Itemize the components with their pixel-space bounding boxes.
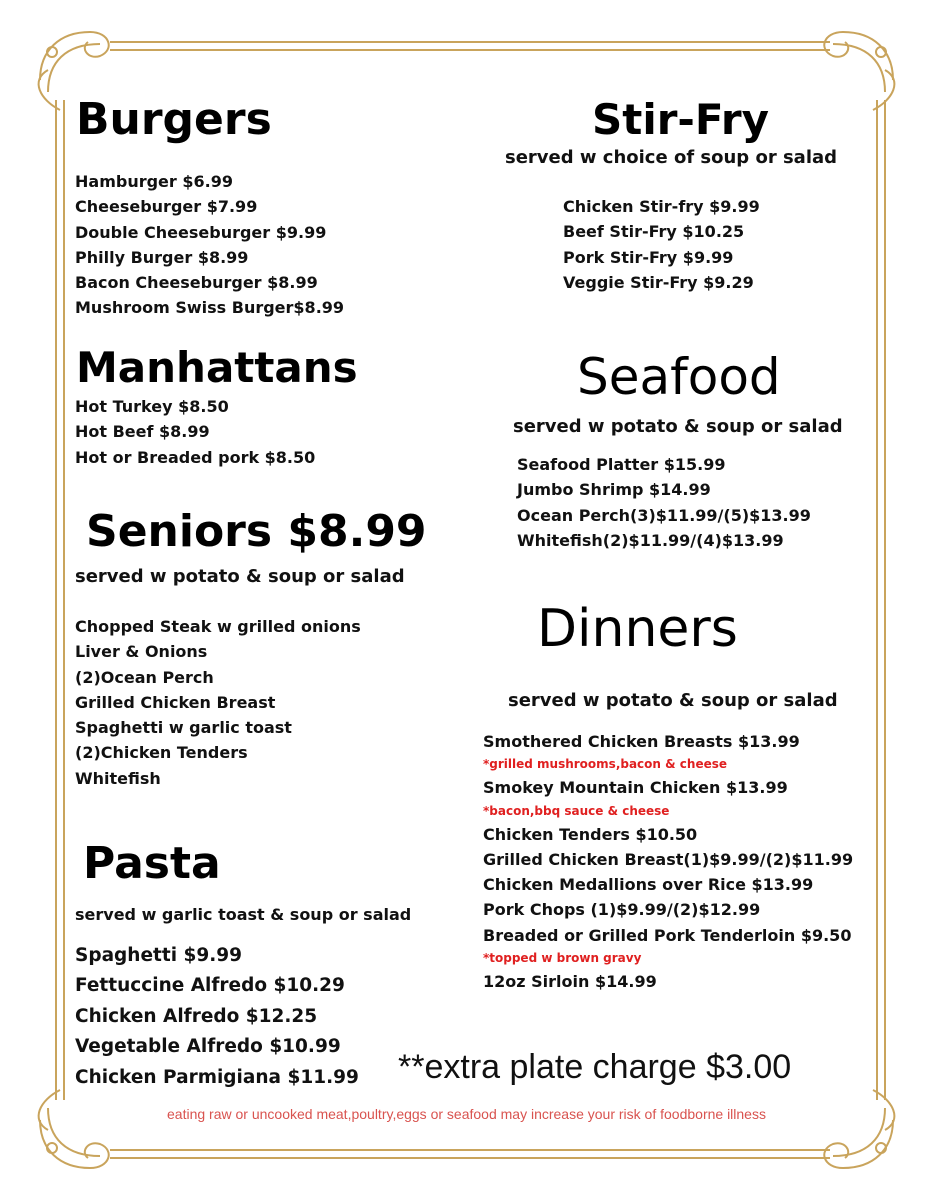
seniors-list: [75, 614, 361, 791]
item-note: *grilled mushrooms,bacon & cheese: [483, 757, 727, 772]
menu-item: Hamburger $6.99: [75, 172, 233, 191]
menu-item: Liver & Onions: [75, 642, 208, 662]
menu-item: Jumbo Shrimp $14.99: [517, 480, 711, 500]
item-note: *bacon,bbq sauce & cheese: [483, 803, 670, 818]
menu-item: (2)Chicken Tenders: [75, 743, 248, 763]
dinners-title: Dinners: [537, 599, 738, 659]
disclaimer-text: eating raw or uncooked meat,poultry,eggs or seafood may increase your risk of foodborne illness: [167, 1106, 766, 1122]
menu-item: Ocean Perch(3)$11.99/(5)$13.99: [517, 505, 811, 525]
extra-plate-charge-text: **extra plate charge $3.00: [398, 1048, 792, 1086]
dinners-section: [537, 599, 738, 659]
menu-item: Pork Chops (1)$9.99/(2)$12.99: [483, 900, 761, 920]
menu-item: Smothered Chicken Breasts $13.99: [483, 732, 800, 751]
menu-item: Bacon Cheeseburger $8.99: [75, 273, 318, 293]
pasta-section: [83, 838, 221, 889]
stirfry-section: [592, 95, 769, 144]
seniors-subtitle: [75, 568, 405, 586]
stirfry-subtitle: [505, 149, 837, 167]
menu-item: Chicken Parmigiana $11.99: [75, 1066, 359, 1088]
section-subtitle: served w potato & soup or salad: [513, 416, 843, 437]
menu-item: Beef Stir-Fry $10.25: [563, 222, 745, 242]
menu-item: Hot Beef $8.99: [75, 422, 210, 442]
pasta-subtitle: [75, 907, 411, 923]
seafood-title: Seafood: [577, 348, 781, 406]
menu-item: Chicken Medallions over Rice $13.99: [483, 875, 814, 895]
menu-item: Spaghetti $9.99: [75, 945, 242, 966]
menu-item: Chicken Alfredo $12.25: [75, 1005, 318, 1027]
menu-item: Chopped Steak w grilled onions: [75, 617, 361, 636]
seniors-title: Seniors $8.99: [86, 506, 427, 557]
section-subtitle: served w potato & soup or salad: [75, 566, 405, 587]
menu-item: Double Cheeseburger $9.99: [75, 222, 327, 242]
seafood-subtitle: [513, 418, 843, 436]
stirfry-list: [563, 194, 760, 295]
dinners-list: [483, 729, 853, 994]
menu-item: Seafood Platter $15.99: [517, 455, 726, 474]
menu-item: Grilled Chicken Breast: [75, 692, 276, 712]
menu-item: Breaded or Grilled Pork Tenderloin $9.50: [483, 925, 852, 945]
menu-item: Whitefish(2)$11.99/(4)$13.99: [517, 530, 784, 550]
stirfry-title: Stir-Fry: [592, 95, 769, 144]
seafood-list: [517, 452, 811, 553]
menu-item: Spaghetti w garlic toast: [75, 718, 292, 738]
menu-item: Fettuccine Alfredo $10.29: [75, 975, 345, 997]
seafood-section: [577, 348, 781, 406]
extra-plate-charge: [398, 1050, 791, 1084]
burgers-title: Burgers: [76, 94, 272, 145]
menu-item: Veggie Stir-Fry $9.29: [563, 272, 754, 292]
section-subtitle: served w potato & soup or salad: [508, 690, 838, 711]
menu-item: Philly Burger $8.99: [75, 247, 249, 267]
pasta-title: Pasta: [83, 838, 221, 889]
section-subtitle: served w choice of soup or salad: [505, 147, 838, 168]
menu-item: (2)Ocean Perch: [75, 667, 214, 687]
menu-item: Vegetable Alfredo $10.99: [75, 1036, 341, 1058]
menu-item: Pork Stir-Fry $9.99: [563, 247, 734, 267]
menu-item: Hot Turkey $8.50: [75, 397, 229, 416]
menu-item: Chicken Tenders $10.50: [483, 824, 698, 844]
menu-item: Smokey Mountain Chicken $13.99: [483, 778, 788, 798]
menu-item: Chicken Stir-fry $9.99: [563, 197, 760, 216]
foodborne-disclaimer: [0, 1106, 933, 1122]
burgers-list: [75, 169, 344, 321]
manhattans-title: Manhattans: [76, 343, 358, 392]
menu-item: Mushroom Swiss Burger$8.99: [75, 298, 345, 318]
dinners-subtitle: [508, 692, 838, 710]
menu-item: Cheeseburger $7.99: [75, 197, 258, 217]
seniors-section: [86, 506, 427, 557]
menu-item: 12oz Sirloin $14.99: [483, 972, 657, 992]
item-note: *topped w brown gravy: [483, 951, 642, 966]
section-subtitle: served w garlic toast & soup or salad: [75, 905, 412, 924]
menu-item: Grilled Chicken Breast(1)$9.99/(2)$11.99: [483, 849, 854, 869]
manhattans-list: [75, 394, 315, 470]
burgers-section: [76, 94, 272, 145]
menu-item: Hot or Breaded pork $8.50: [75, 447, 316, 467]
menu-item: Whitefish: [75, 768, 161, 788]
manhattans-section: [76, 343, 358, 392]
pasta-list: [75, 941, 359, 1093]
